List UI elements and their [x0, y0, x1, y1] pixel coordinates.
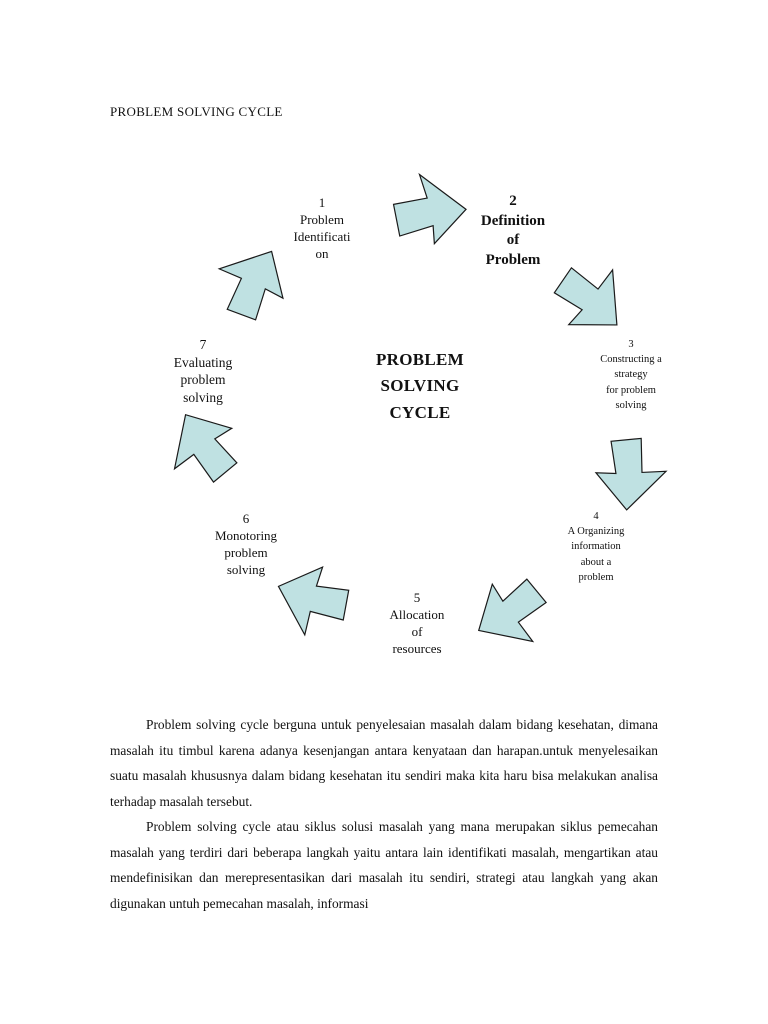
step-6-label: 6 Monotoring problem solving: [214, 511, 278, 577]
cycle-arrow-6-7-icon: [153, 398, 251, 496]
cycle-arrow-3-4-icon: [595, 437, 667, 511]
step-3-label: 3 Constructing a strategy for problem solving: [600, 339, 662, 411]
step-2-label: 2 Definition of Problem: [480, 193, 546, 268]
step-4-label: 4 A Organizing information about a problem: [567, 511, 625, 583]
step-5-label: 5 Allocation of resources: [389, 590, 445, 656]
body-text: [110, 712, 658, 916]
cycle-arrow-1-2-icon: [392, 171, 469, 246]
document-heading: PROBLEM SOLVING CYCLE: [110, 104, 283, 119]
step-7-label: 7 Evaluating problem solving: [173, 337, 233, 405]
body-paragraph-2: Problem solving cycle atau siklus solusi masalah yang mana merupakan siklus pemecahan masalah yang terdiri dari beberapa langkah yaitu antara lain identifikati masalah, mengartikan atau mendefinisikan dan merepresentasikan dari masalah itu sendiri, strategi atau langkah yang akan digunakan untuh pemecahan masalah, informasi: [110, 819, 658, 911]
diagram-center-title: PROBLEM SOLVING CYCLE: [375, 350, 465, 422]
body-paragraph-1: Problem solving cycle berguna untuk penyelesaian masalah dalam bidang kesehatan, dimana masalah itu timbul karena adanya kesenjangan antara kenyataan dan harapan.untuk menyelesaikan suatu masalah khususnya dalam bidang kesehatan itu sendiri maka kita haru bisa melakukan analisa terhadap masalah tersebut.: [110, 717, 658, 809]
step-1-label: 1 Problem Identificati on: [293, 195, 351, 261]
